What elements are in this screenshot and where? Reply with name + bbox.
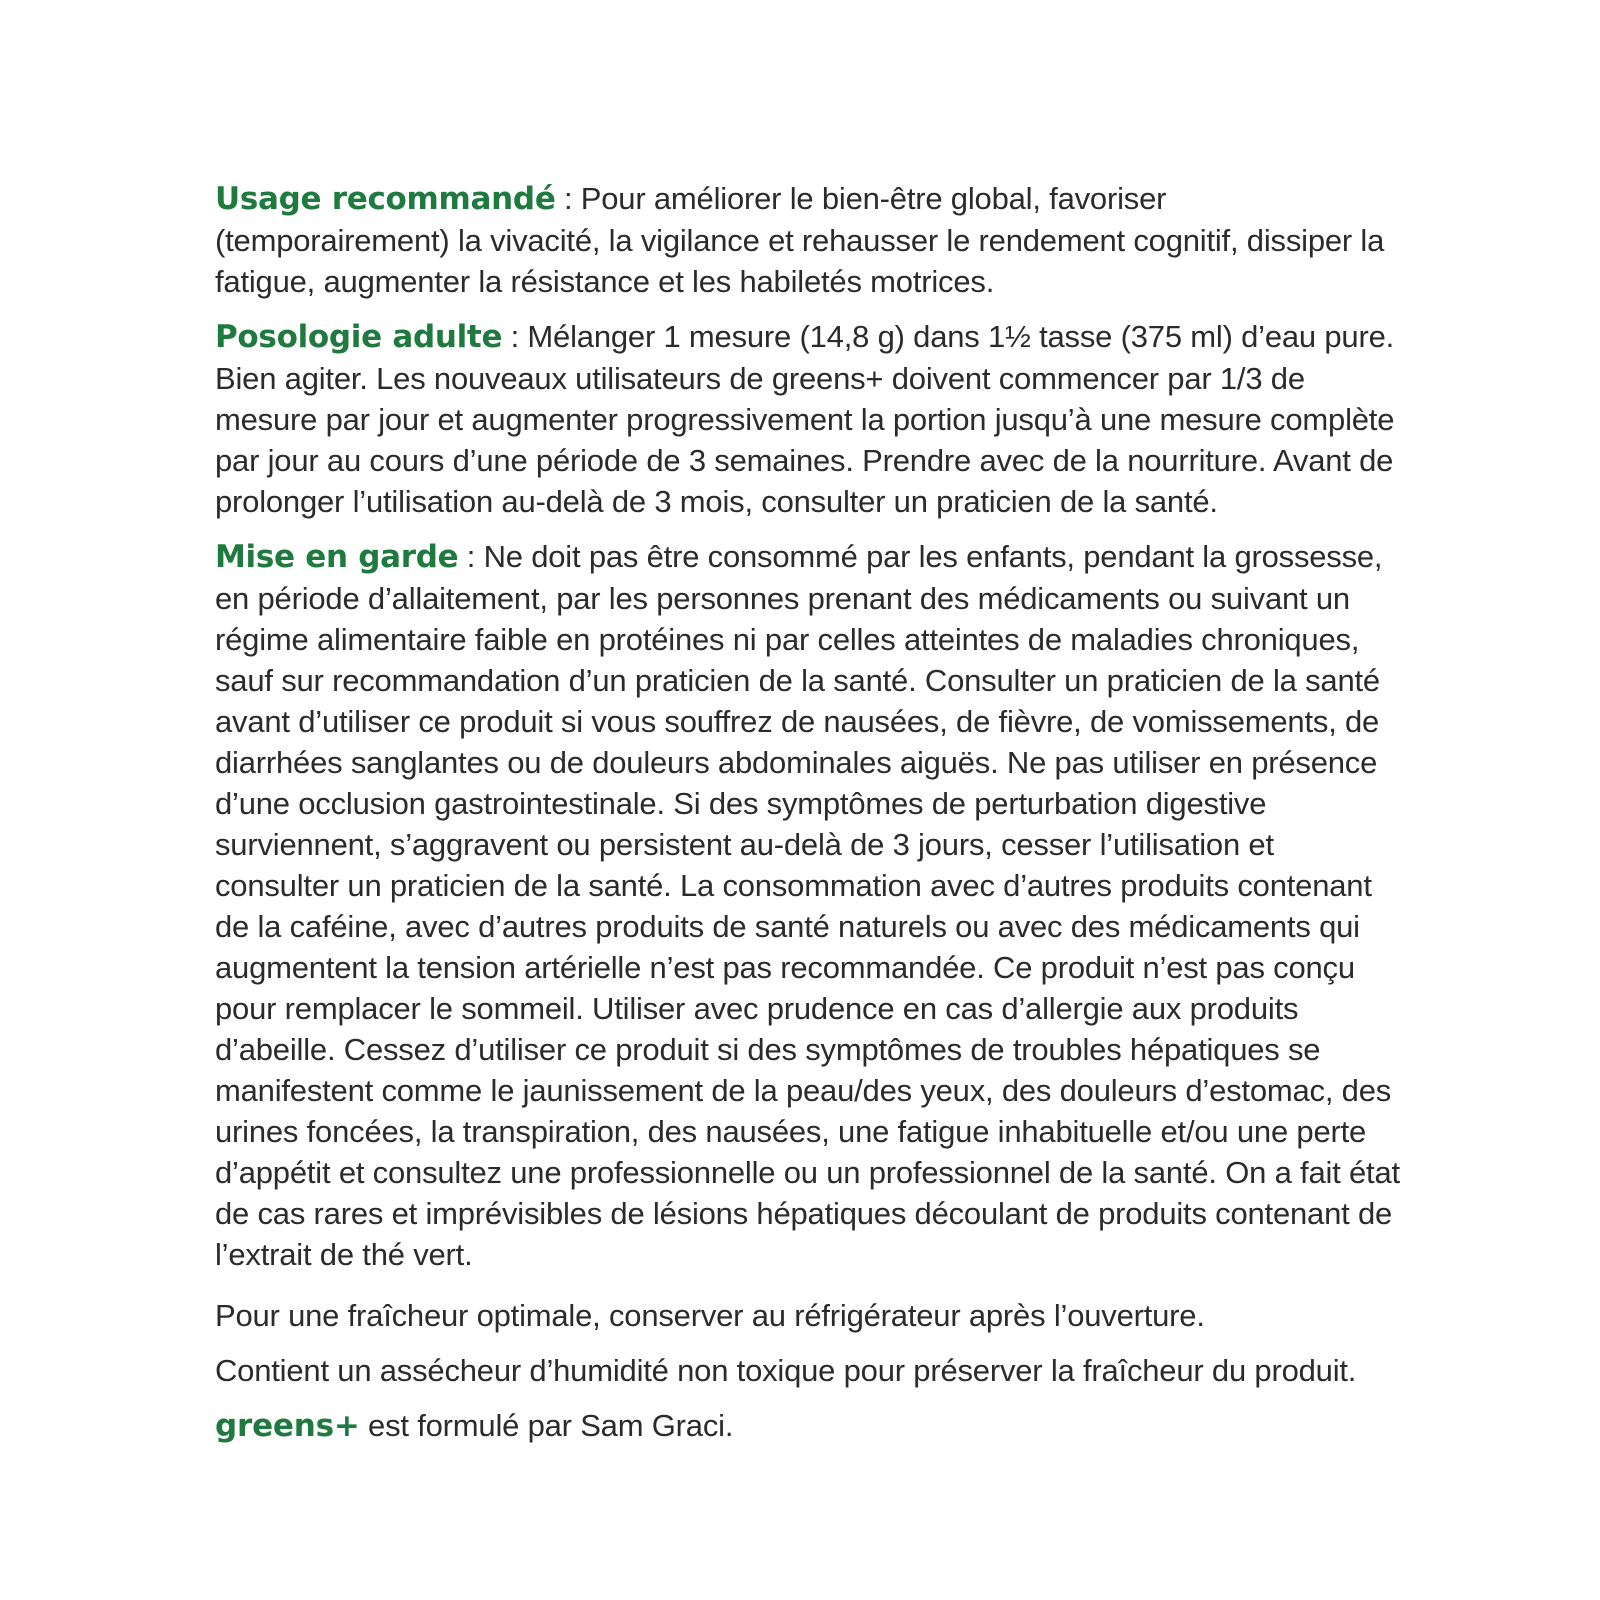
warning-paragraph	[215, 536, 1400, 1275]
brand-name: greens+	[215, 1408, 360, 1444]
desiccant-paragraph	[215, 1350, 1400, 1391]
dosage-paragraph	[215, 316, 1400, 522]
dosage-text: : Mélanger 1 mesure (14,8 g) dans 1½ tasse (375 ml) d’eau pure. Bien agiter. Les nouveaux utilisateurs de greens+ doivent commencer par 1/3 de mesure par jour et augmenter progressivement la portion jusqu’à une mesure complète par jour au cours d’une période de 3 semaines. Prendre avec de la nourriture. Avant de prolonger l’utilisation au-delà de 3 mois, consulter un praticien de la santé.	[215, 319, 1395, 519]
storage-paragraph	[215, 1295, 1400, 1336]
formulator-paragraph	[215, 1405, 1400, 1447]
usage-paragraph	[215, 178, 1400, 302]
formulator-text: est formulé par Sam Graci.	[359, 1408, 734, 1443]
warning-text: : Ne doit pas être consommé par les enfants, pendant la grossesse, en période d’allaitement, par les personnes prenant des médicaments ou suivant un régime alimentaire faible en protéines ni par celles atteintes de maladies chroniques, sauf sur recommandation d’un praticien de la santé. Consulter un praticien de la santé avant d’utiliser ce produit si vous souffrez de nausées, de fièvre, de vomissements, de diarrhées sanglantes ou de douleurs abdominales aiguës. Ne pas utiliser en présence d’une occlusion gastrointestinale. Si des symptômes de perturbation digestive surviennent, s’aggravent ou persistent au-delà de 3 jours, cesser l’utilisation et consulter un praticien de la santé. La consommation avec d’autres produits contenant de la caféine, avec d’autres produits de santé naturels ou avec des médicaments qui augmentent la tension artérielle n’est pas recommandée. Ce produit n’est pas conçu pour remplacer le sommeil. Utiliser avec prudence en cas d’allergie aux produits d’abeille. Cessez d’utiliser ce produit si des symptômes de troubles hépatiques se manifestent comme le jaunissement de la peau/des yeux, des douleurs d’estomac, des urines foncées, la transpiration, des nausées, une fatigue inhabituelle et/ou une perte d’appétit et consultez une professionnelle ou un professionnel de la santé. On a fait état de cas rares et imprévisibles de lésions hépatiques découlant de produits contenant de l’extrait de thé vert.	[215, 539, 1400, 1272]
dosage-heading: Posologie adulte	[215, 319, 503, 355]
warning-heading: Mise en garde	[215, 539, 459, 575]
usage-heading: Usage recommandé	[215, 181, 556, 217]
desiccant-text: Contient un assécheur d’humidité non toxique pour préserver la fraîcheur du produit.	[215, 1353, 1357, 1388]
storage-text: Pour une fraîcheur optimale, conserver au réfrigérateur après l’ouverture.	[215, 1298, 1205, 1333]
usage-text: : Pour améliorer le bien-être global, favoriser (temporairement) la vivacité, la vigilance et rehausser le rendement cognitif, dissiper la fatigue, augmenter la résistance et les habiletés motrices.	[215, 181, 1385, 299]
